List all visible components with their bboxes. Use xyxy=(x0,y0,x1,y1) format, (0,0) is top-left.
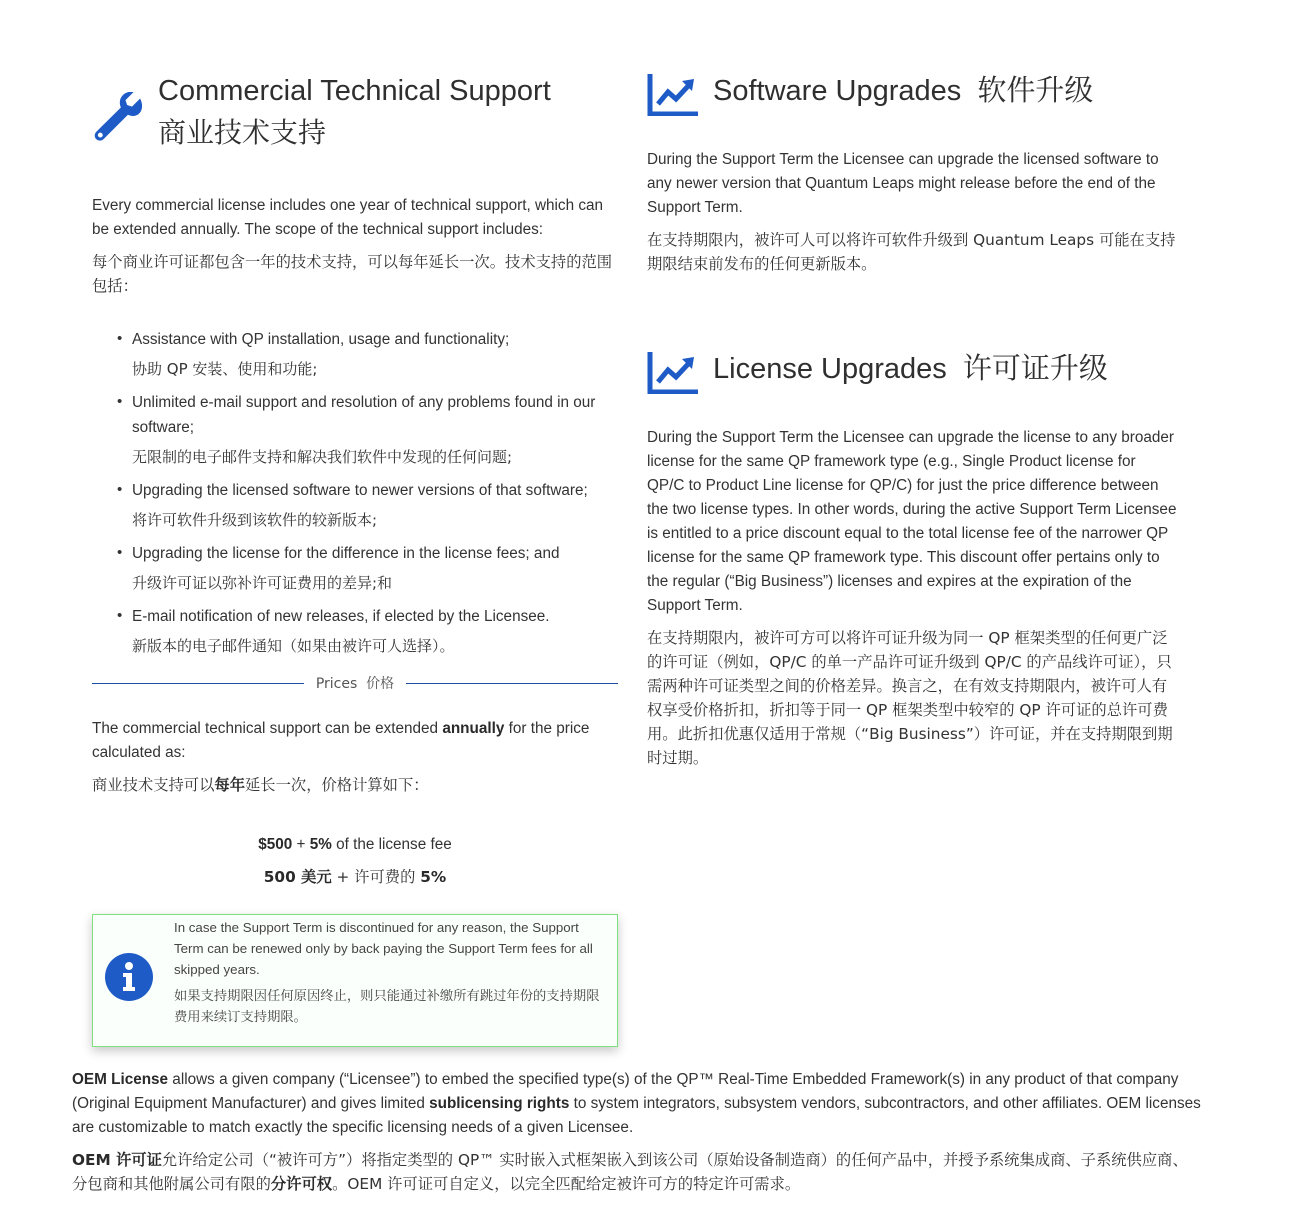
list-item xyxy=(114,390,618,470)
support-intro-en: Every commercial license includes one year of technical support, which can be extended annually. The scope of the technical support includes: xyxy=(92,197,603,238)
license-upgrades-text-zh: 在支持期限内，被许可方可以将许可证升级为同一 QP 框架类型的任何更广泛的许可证（例如，QP/C 的单一产品许可证升级到 QP/C 的产品线许可证），只需两种许可证类型之间的价格差异。换言之，在有效支持期限内，被许可人有权享受价格折扣，折扣等于同一 QP 框架类型中较窄的 QP 许可证的总许可费用。此折扣优惠仅适用于常规（“Big Business”）许可证，并在支持期限到期时过期。 xyxy=(647,629,1173,767)
prices-text-zh-part: 延长一次，价格计算如下： xyxy=(245,776,429,794)
list-item-zh: 新版本的电子邮件通知（如果由被许可人选择）。 xyxy=(132,637,455,655)
software-upgrades-text-en: During the Support Term the Licensee can upgrade the licensed software to any newer version that Quantum Leaps might release before the end of the Support Term. xyxy=(647,151,1159,216)
license-upgrades-text-en: During the Support Term the Licensee can upgrade the license to any broader license for the same QP framework type (e.g., Single Product license for QP/C to Product Line license for QP/C) for just the price difference between the two license types. In other words, during the active Support Term Licensee is entitled to a price discount equal to the total license fee of the narrower QP license for the same QP framework type. This discount offer pertains only to the regular (“Big Business”) licenses and expires at the expiration of the Support Term. xyxy=(647,429,1177,614)
list-item-en: • E-mail notification of new releases, if elected by the Licensee. xyxy=(132,608,550,625)
prices-divider-label: Prices 价格 xyxy=(315,676,395,692)
support-scope-list xyxy=(92,327,618,659)
oem-text-en-part: to system integrators, subsystem vendors, subcontractors, and other affiliates. OEM licenses are customizable to match exactly the specific licensing needs of a given Licensee. xyxy=(72,1095,1201,1136)
prices-text-en xyxy=(92,717,618,765)
price-formula xyxy=(92,829,618,893)
list-item xyxy=(114,541,618,596)
list-item-zh: 升级许可证以弥补许可证费用的差异;和 xyxy=(132,574,393,592)
prices-annually-bold-zh: 每年 xyxy=(214,776,245,794)
list-item-en: • Assistance with QP installation, usage and functionality; xyxy=(132,331,510,348)
price-formula-zh xyxy=(92,861,618,893)
list-item-zh: 将许可软件升级到该软件的较新版本; xyxy=(132,511,378,529)
wrench-icon xyxy=(92,92,146,144)
formula-base-price: $500 xyxy=(258,836,293,853)
list-item xyxy=(114,327,618,382)
license-upgrades-header xyxy=(647,348,1177,394)
sublicensing-rights-bold: sublicensing rights xyxy=(429,1095,570,1112)
oem-license-bold: OEM License xyxy=(72,1071,169,1088)
note-text xyxy=(174,917,610,1028)
support-title-zh: 商业技术支持 xyxy=(158,116,327,149)
formula-percent-zh: 5% xyxy=(420,868,447,886)
prices-annually-bold: annually xyxy=(442,720,505,737)
oem-text-zh-part: 。OEM 许可证可自定义，以完全匹配给定被许可方的特定许可需求。 xyxy=(332,1175,801,1193)
list-item-zh: 协助 QP 安装、使用和功能; xyxy=(132,360,318,378)
formula-base-price-zh: 500 美元 xyxy=(263,868,332,886)
software-upgrades-title: Software Upgrades 软件升级 xyxy=(713,75,1094,107)
oem-text-en xyxy=(72,1068,1202,1140)
prices-text-en-part: for the price calculated as: xyxy=(92,720,590,761)
oem-license-section xyxy=(72,1068,1202,1196)
price-formula-en xyxy=(92,829,618,861)
divider-line xyxy=(406,683,618,684)
info-icon xyxy=(104,952,154,1002)
trending-chart-icon xyxy=(647,72,701,116)
oem-text-en-part: allows a given company (“Licensee”) to embed the specified type(s) of the QP™ Real-Time Embedded Framework(s) in any product of that company (Original Equipment Manufacturer) and gives limited xyxy=(72,1071,1179,1112)
support-title-en: Commercial Technical Support xyxy=(158,75,551,107)
list-item-zh: 无限制的电子邮件支持和解决我们软件中发现的任何问题; xyxy=(132,448,513,466)
formula-mid-zh: + 许可费的 xyxy=(331,868,421,886)
divider-line xyxy=(92,683,304,684)
note-text-zh: 如果支持期限因任何原因终止，则只能通过补缴所有跳过年份的支持期限费用来续订支持期限。 xyxy=(174,989,600,1025)
support-section xyxy=(92,70,618,893)
prices-text-en-part: The commercial technical support can be extended xyxy=(92,720,443,737)
trending-chart-icon xyxy=(647,350,701,394)
list-item xyxy=(114,604,618,659)
oem-text-zh-part: 允许给定公司（“被许可方”）将指定类型的 QP™ 实时嵌入式框架嵌入到该公司（原始设备制造商）的任何产品中，并授予系统集成商、子系统供应商、分包商和其他附属公司有限的 xyxy=(72,1151,1188,1193)
software-upgrades-header xyxy=(647,70,1177,116)
oem-license-bold-zh: OEM 许可证 xyxy=(72,1151,162,1169)
list-item xyxy=(114,478,618,533)
upgrades-section xyxy=(647,70,1177,770)
support-intro-zh: 每个商业许可证都包含一年的技术支持，可以每年延长一次。技术支持的范围包括： xyxy=(92,253,613,295)
list-item-en: • Upgrading the licensed software to newer versions of that software; xyxy=(132,482,588,499)
list-item-en: • Upgrading the license for the difference in the license fees; and xyxy=(132,545,560,562)
support-term-note xyxy=(92,914,618,1047)
list-item-en: • Unlimited e-mail support and resolution of any problems found in our software; xyxy=(132,394,596,436)
formula-percent: 5% xyxy=(309,836,332,853)
software-upgrades-text-zh: 在支持期限内，被许可人可以将许可软件升级到 Quantum Leaps 可能在支持期限结束前发布的任何更新版本。 xyxy=(647,231,1176,273)
prices-divider xyxy=(92,673,618,693)
license-upgrades-title: License Upgrades 许可证升级 xyxy=(713,353,1108,385)
sublicensing-rights-bold-zh: 分许可权 xyxy=(270,1175,333,1193)
prices-text-zh xyxy=(92,773,618,797)
prices-text-zh-part: 商业技术支持可以 xyxy=(92,776,215,794)
oem-text-zh xyxy=(72,1148,1202,1196)
formula-rest: of the license fee xyxy=(331,836,452,853)
formula-plus: + xyxy=(292,836,310,853)
support-header xyxy=(92,70,618,154)
note-text-en: In case the Support Term is discontinued for any reason, the Support Term can be renewed only by back paying the Support Term fees for all skipped years. xyxy=(174,920,593,977)
